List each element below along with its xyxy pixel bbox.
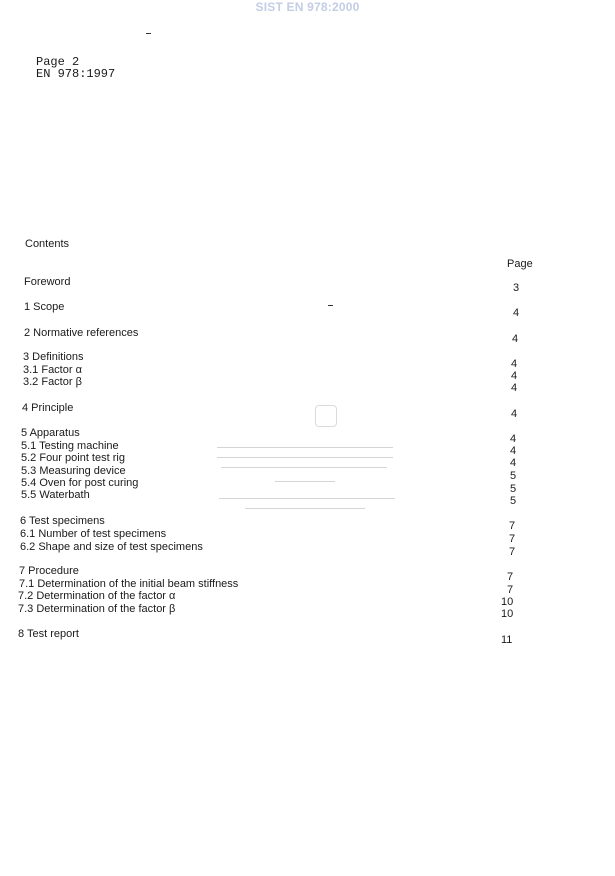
toc-entry-page: 4 — [511, 408, 518, 420]
toc-entry-title: 5 Apparatus — [21, 427, 80, 439]
toc-entry-title: 5.5 Waterbath — [21, 489, 90, 501]
toc-entry-page: 5 — [510, 470, 517, 482]
toc-entry-title: 3.2 Factor β — [23, 376, 82, 388]
document-watermark: SIST EN 978:2000 — [255, 0, 360, 14]
toc-entry-title: 6 Test specimens — [20, 515, 105, 527]
toc-entry-page: 4 — [510, 457, 517, 469]
toc-entry-title: 6.2 Shape and size of test specimens — [20, 541, 203, 553]
toc-entry-page: 4 — [513, 307, 520, 319]
toc-entry-title: 5.4 Oven for post curing — [21, 477, 139, 489]
toc-entry-title: 5.3 Measuring device — [21, 465, 126, 477]
toc-entry-page: 4 — [511, 358, 518, 370]
toc-entry-title: Foreword — [24, 276, 71, 288]
page-number-header: Page 2 — [36, 55, 80, 69]
toc-entry-page: 5 — [510, 483, 517, 495]
toc-entry-title: 7.3 Determination of the factor β — [18, 603, 176, 615]
scan-mark — [328, 305, 333, 306]
toc-entry-title: 6.1 Number of test specimens — [20, 528, 167, 540]
toc-entry-title: 3.1 Factor α — [23, 364, 82, 376]
toc-entry-title: 1 Scope — [24, 301, 65, 313]
toc-entry-title: 2 Normative references — [24, 327, 139, 339]
toc-entry-title: 4 Principle — [22, 402, 74, 414]
toc-entry-title: 3 Definitions — [23, 351, 84, 363]
toc-entry-page: 4 — [511, 370, 518, 382]
toc-entry-title: 8 Test report — [18, 628, 79, 640]
toc-entry-page: 7 — [507, 584, 514, 596]
library-stamp — [205, 405, 405, 517]
toc-entry-page: 10 — [501, 596, 514, 608]
toc-entry-title: 5.1 Testing machine — [21, 440, 119, 452]
toc-entry-title: 7.1 Determination of the initial beam stiffness — [19, 578, 239, 590]
toc-entry-page: 4 — [511, 382, 518, 394]
toc-entry-title: 7.2 Determination of the factor α — [18, 590, 176, 602]
contents-heading: Contents — [25, 238, 70, 250]
toc-entry-page: 4 — [512, 333, 519, 345]
toc-entry-page: 4 — [510, 445, 517, 457]
toc-entry-page: 7 — [509, 546, 516, 558]
scan-mark — [146, 33, 151, 34]
page-column-heading: Page — [507, 258, 533, 270]
toc-entry-page: 11 — [501, 634, 513, 646]
toc-entry-page: 5 — [510, 495, 517, 507]
standard-number-header: EN 978:1997 — [36, 67, 116, 81]
toc-entry-page: 7 — [509, 533, 516, 545]
toc-entry-page: 7 — [509, 520, 516, 532]
toc-entry-page: 10 — [501, 608, 514, 620]
toc-entry-page: 3 — [513, 282, 520, 294]
toc-entry-page: 4 — [510, 433, 517, 445]
toc-entry-title: 5.2 Four point test rig — [21, 452, 125, 464]
toc-entry-page: 7 — [507, 571, 514, 583]
toc-entry-title: 7 Procedure — [19, 565, 79, 577]
